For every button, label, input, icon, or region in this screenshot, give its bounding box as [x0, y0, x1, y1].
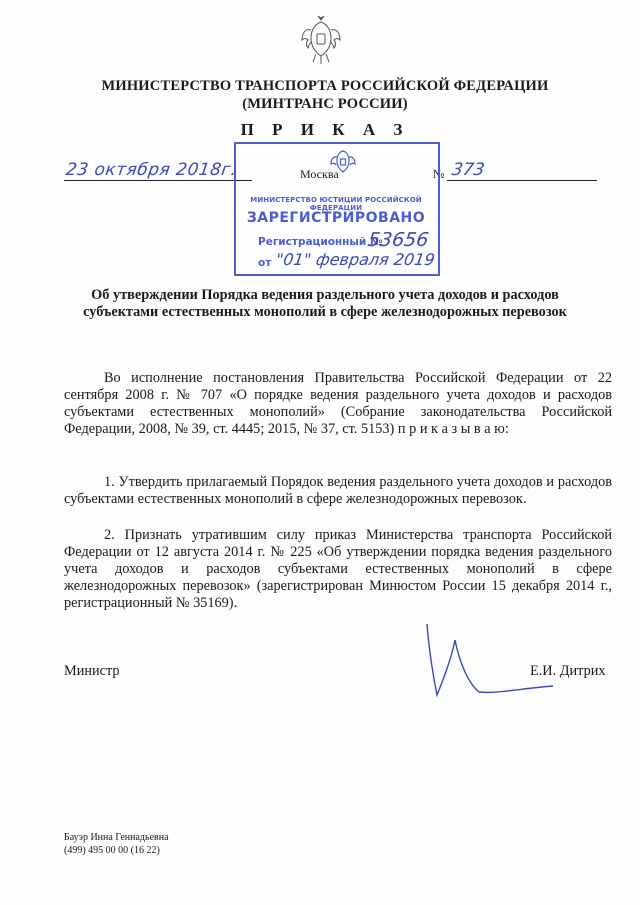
stamp-reg-number-label: Регистрационный № — [258, 236, 383, 248]
stamp-eagle-icon — [330, 148, 356, 176]
preamble-paragraph: Во исполнение постановления Правительства Российской Федерации от 22 сентября 2008 г. № 707 «О порядке ведения раздельного учета доходов и расходов субъектами естественных монополий» (Собрание законодательства Российской Федерации, 2008, № 39, ст. 4445; 2015, № 37, ст. 5153) п р и к а з ы в а ю: — [64, 370, 612, 437]
registration-stamp — [234, 142, 440, 276]
executor-name: Бауэр Инна Геннадьевна — [64, 832, 169, 843]
date-underline — [64, 180, 252, 181]
order-item-1: 1. Утвердить прилагаемый Порядок ведения раздельного учета доходов и расходов субъектами естественных монополий в сфере железнодорожных перевозок. — [64, 474, 612, 507]
signatory-title: Министр — [64, 663, 120, 679]
signatory-name: Е.И. Дитрих — [530, 663, 606, 679]
coat-of-arms-icon — [300, 14, 342, 66]
order-item-2: 2. Признать утратившим силу приказ Министерства транспорта Российской Федерации от 12 августа 2014 г. № 225 «Об утверждении порядка ведения раздельного учета доходов и расходов субъектами естественных монополий в сфере железнодорожных перевозок» (зарегистрирован Минюстом России 15 декабря 2014 г., регистрационный № 35169). — [64, 527, 612, 611]
executor-phone: (499) 495 00 00 (16 22) — [64, 845, 160, 856]
stamp-registered-label: ЗАРЕГИСТРИРОВАНО — [246, 210, 426, 226]
stamp-date: "01" февраля 2019 — [274, 250, 437, 269]
stamp-reg-number: 53656 — [366, 229, 430, 251]
order-subject: Об утверждении Порядка ведения раздельного учета доходов и расходов субъектами естественных монополий в сфере железнодорожных перевозок — [83, 287, 567, 320]
order-number-handwritten: 373 — [450, 160, 486, 180]
order-number-sign: № — [433, 167, 445, 181]
order-date-handwritten: 23 октября 2018г. — [64, 160, 239, 180]
document-type-title: П Р И К А З — [240, 120, 410, 139]
handwritten-signature-icon — [415, 620, 555, 700]
order-city: Москва — [300, 167, 339, 181]
stamp-organization: МИНИСТЕРСТВО ЮСТИЦИИ РОССИЙСКОЙ ФЕДЕРАЦИИ — [250, 196, 422, 212]
ministry-name: МИНИСТЕРСТВО ТРАНСПОРТА РОССИЙСКОЙ ФЕДЕРАЦИИ — [101, 78, 549, 94]
number-underline — [447, 180, 597, 181]
ministry-short-name: (МИНТРАНС РОССИИ) — [242, 96, 408, 112]
stamp-date-prefix: от — [258, 257, 272, 269]
